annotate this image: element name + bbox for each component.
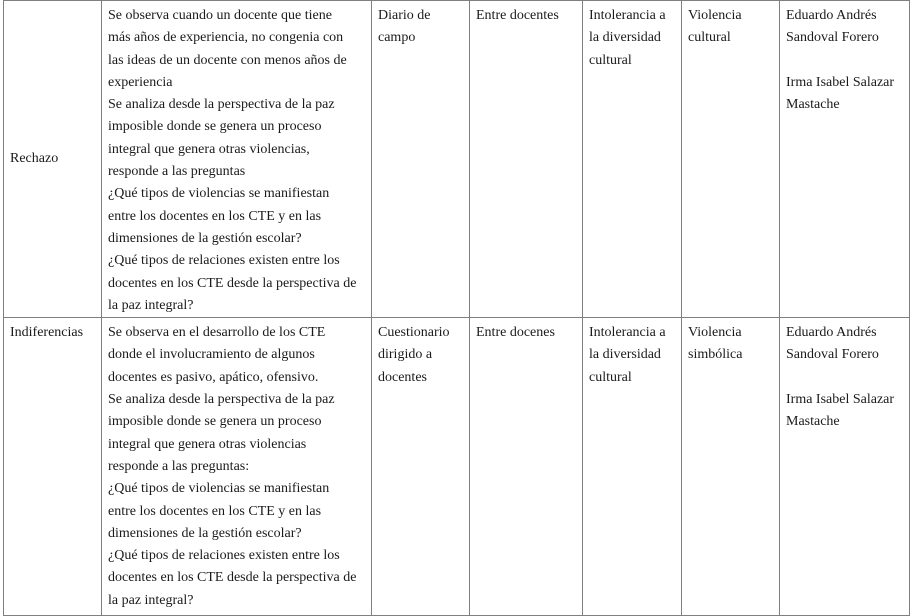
table-row [4, 1, 910, 318]
description-line: entre los docentes en los CTE y en las [108, 208, 322, 224]
description-line: las ideas de un docente con menos años de [108, 52, 347, 68]
type-line: la diversidad [589, 30, 661, 46]
violence-line: cultural [688, 30, 731, 46]
description-line: responde a las preguntas: [108, 458, 250, 474]
authors-cell [780, 1, 910, 318]
description-line: docentes en los CTE desde la perspectiva de [108, 570, 357, 586]
violence-line: Violencia [688, 8, 742, 23]
violence-cell [682, 318, 780, 616]
description-line: más años de experiencia, no congenia con [108, 30, 344, 46]
description-line: donde el involucramiento de algunos [108, 347, 315, 363]
type-line: Intolerancia a [589, 325, 666, 341]
description-line: Se observa cuando un docente que tiene [108, 8, 332, 23]
author-line: Eduardo Andrés [786, 8, 877, 23]
type-line: cultural [589, 52, 632, 68]
author-line: Irma Isabel Salazar [786, 392, 895, 408]
violence-line: simbólica [688, 347, 743, 363]
description-line: imposible donde se genera un proceso [108, 119, 322, 135]
description-line: Se analiza desde la perspectiva de la paz [108, 97, 335, 113]
scope-label: Entre docentes [476, 8, 559, 23]
description-line: dimensiones de la gestión escolar? [108, 230, 302, 246]
description-cell [102, 1, 372, 318]
author-line: Irma Isabel Salazar [786, 74, 895, 90]
category-cell [4, 318, 102, 616]
violence-line: Violencia [688, 325, 742, 341]
author-line: Sandoval Forero [786, 347, 879, 363]
table-row [4, 318, 910, 616]
description-line: ¿Qué tipos de violencias se manifiestan [108, 481, 330, 497]
author-line: Sandoval Forero [786, 30, 879, 46]
instrument-line: dirigido a [378, 347, 433, 363]
description-line: integral que genera otras violencias, [108, 141, 310, 157]
instrument-line: campo [378, 30, 416, 46]
type-cell [583, 318, 682, 616]
authors-cell [780, 318, 910, 616]
type-cell [583, 1, 682, 318]
description-line: ¿Qué tipos de relaciones existen entre los [108, 253, 340, 269]
author-gap [786, 50, 903, 72]
author-gap [786, 367, 903, 389]
category-label: Rechazo [10, 150, 59, 166]
type-line: Intolerancia a [589, 8, 666, 23]
type-line: cultural [589, 369, 632, 385]
description-line: ¿Qué tipos de violencias se manifiestan [108, 186, 330, 202]
description-line: imposible donde se genera un proceso [108, 414, 322, 430]
scope-label: Entre docenes [476, 325, 555, 341]
violence-cell [682, 1, 780, 318]
category-label: Indiferencias [10, 325, 84, 341]
description-line: experiencia [108, 74, 173, 90]
instrument-cell [372, 318, 470, 616]
instrument-cell [372, 1, 470, 318]
description-line: la paz integral? [108, 297, 194, 313]
instrument-line: docentes [378, 369, 427, 385]
type-line: la diversidad [589, 347, 661, 363]
description-line: ¿Qué tipos de relaciones existen entre los [108, 548, 340, 564]
description-cell [102, 318, 372, 616]
description-line: entre los docentes en los CTE y en las [108, 503, 322, 519]
instrument-line: Diario de [378, 8, 431, 23]
category-cell [4, 1, 102, 318]
description-line: responde a las preguntas [108, 164, 246, 180]
author-line: Eduardo Andrés [786, 325, 877, 341]
scope-cell [470, 318, 583, 616]
description-line: docentes es pasivo, apático, ofensivo. [108, 369, 319, 385]
description-line: Se analiza desde la perspectiva de la paz [108, 392, 335, 408]
description-line: dimensiones de la gestión escolar? [108, 525, 302, 541]
description-line: la paz integral? [108, 592, 194, 608]
description-line: docentes en los CTE desde la perspectiva de [108, 275, 357, 291]
scope-cell [470, 1, 583, 318]
description-line: Se observa en el desarrollo de los CTE [108, 325, 326, 341]
author-line: Mastache [786, 414, 840, 430]
description-line: integral que genera otras violencias [108, 436, 307, 452]
categories-table [3, 0, 910, 616]
author-line: Mastache [786, 97, 840, 113]
instrument-line: Cuestionario [378, 325, 450, 341]
